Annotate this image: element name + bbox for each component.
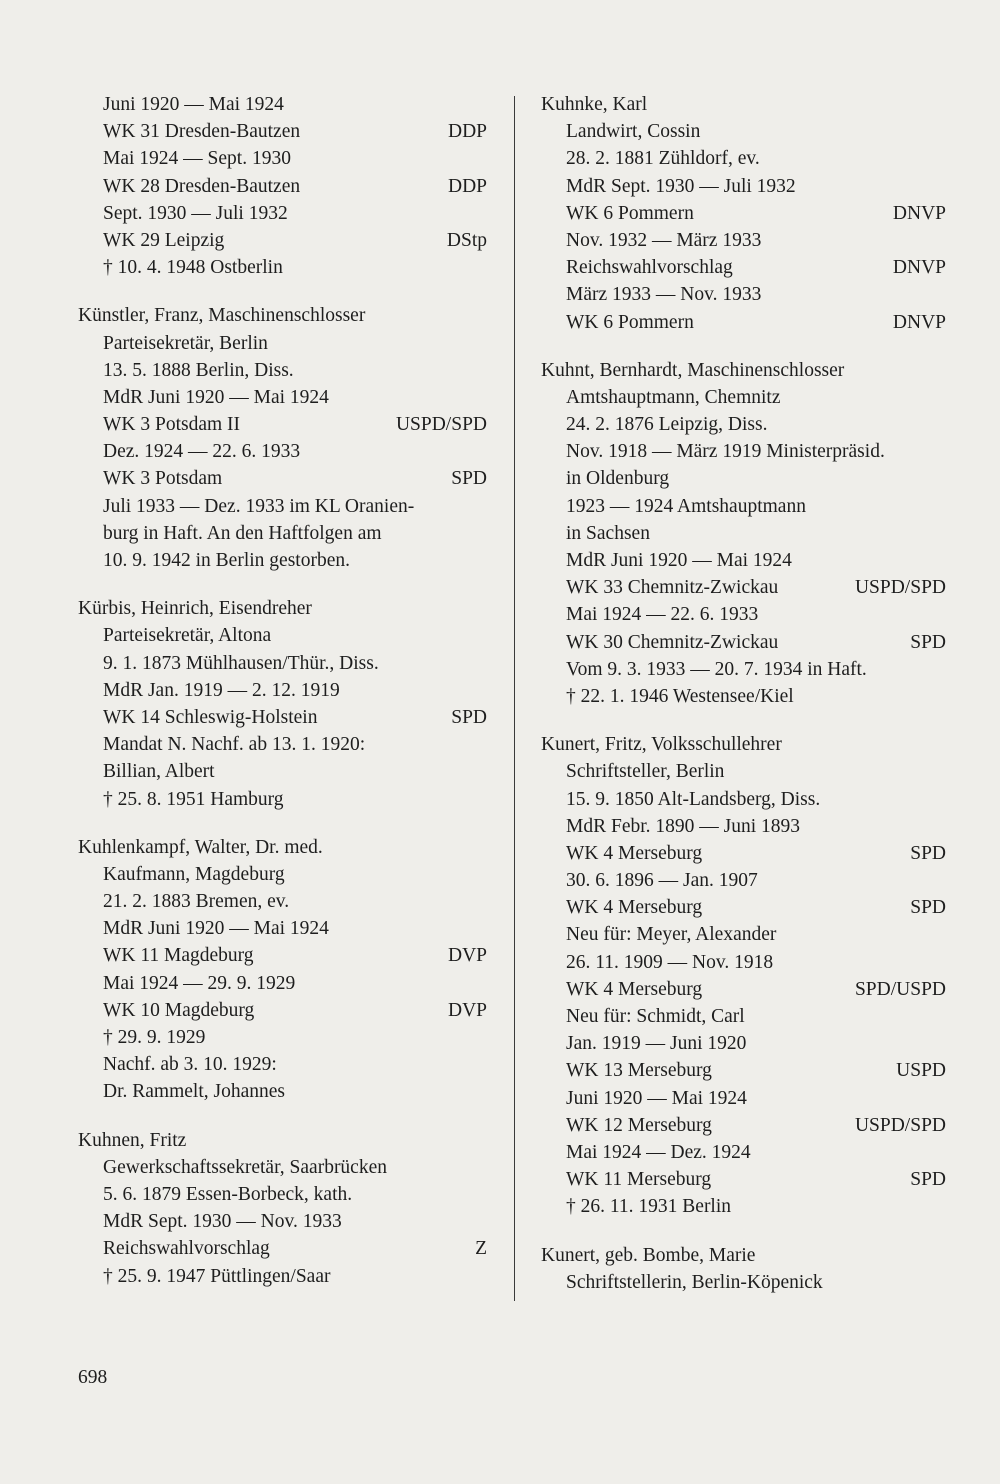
entry-name-text: Kuhnt, Bernhardt, Maschinenschlosser [541,359,845,381]
entry-line-text: † 22. 1. 1946 Westensee/Kiel [566,685,794,707]
entry-line [78,1051,487,1078]
entry-name-text: Kuhnke, Karl [541,94,648,115]
entry-line-text: MdR Sept. 1930 — Juli 1932 [566,175,796,197]
entry-line-text: WK 3 Potsdam [103,468,223,490]
entry-line-text: 1923 — 1924 Amtshauptmann [566,495,806,517]
column-divider [514,96,515,1301]
entry-line-text: WK 6 Pommern [566,202,694,224]
entry-line-text: WK 10 Magdeburg [103,999,255,1021]
party-label: SPD/USPD [854,978,946,1000]
entry-line [78,1154,487,1181]
entry-line-text: † 25. 8. 1951 Hamburg [103,788,284,810]
entry-line [541,574,946,601]
entry-line [541,921,946,948]
entry-line-text: Reichswahlvorschlag [566,257,733,279]
party-label: SPD [451,706,487,728]
entry-name [541,91,946,118]
entry-line [541,173,946,200]
entry-line-text: 26. 11. 1909 — Nov. 1918 [566,951,774,973]
entry-line-text: WK 3 Potsdam II [103,414,241,436]
entry-line-text: 15. 9. 1850 Alt-Landsberg, Diss. [566,788,821,810]
entry-name-text: Kunert, geb. Bombe, Marie [541,1244,756,1266]
entry-line [541,520,946,547]
entry-line [78,1235,487,1262]
entry-line-text: Schriftstellerin, Berlin-Köpenick [566,1271,823,1293]
entry-line-text: Parteisekretär, Altona [103,625,272,647]
entry-line [78,1208,487,1235]
entry-line [541,384,946,411]
entry-line-text: WK 29 Leipzig [103,229,225,251]
entry-line [78,915,487,942]
entry-line-text: in Oldenburg [566,468,670,490]
entry-line-text: 30. 6. 1896 — Jan. 1907 [566,870,758,892]
entry-line [78,357,487,384]
entry-line [78,1263,487,1290]
entry-line-text: Vom 9. 3. 1933 — 20. 7. 1934 in Haft. [566,658,867,680]
entry-line [78,731,487,758]
entry-line [541,1269,946,1296]
biography-entry [541,731,946,1220]
biography-entry [78,834,487,1106]
party-label: DDP [447,121,487,143]
entry-line [541,1003,946,1030]
right-column [541,91,946,1317]
entry-line-text: Landwirt, Cossin [566,121,701,143]
entry-line-text: Juni 1920 — Mai 1924 [103,94,284,115]
entry-line-text: WK 11 Magdeburg [103,945,254,967]
entry-line-text: Dez. 1924 — 22. 6. 1933 [103,441,301,463]
entry-line-text: Mandat N. Nachf. ab 13. 1. 1920: [103,734,366,756]
entry-line-text: Juli 1933 — Dez. 1933 im KL Oranien- [103,495,415,517]
entry-line [541,894,946,921]
entry-line [78,997,487,1024]
entry-line-text: Amtshauptmann, Chemnitz [566,386,781,408]
entry-line [541,1057,946,1084]
entry-line [78,650,487,677]
entry-line [78,227,487,254]
entry-line [78,493,487,520]
entry-name-text: Kuhlenkampf, Walter, Dr. med. [78,836,323,858]
entry-line [78,547,487,574]
party-label: USPD/SPD [854,577,946,599]
party-label: SPD [451,468,487,490]
entry-line-text: WK 33 Chemnitz-Zwickau [566,577,779,599]
entry-line [78,465,487,492]
entry-line-text: Schriftsteller, Berlin [566,761,725,783]
entry-line-text: Juni 1920 — Mai 1924 [566,1087,747,1109]
entry-line-text: Mai 1924 — Dez. 1924 [566,1141,751,1163]
party-label: SPD [910,842,946,864]
entry-line-text: MdR Juni 1920 — Mai 1924 [566,550,792,571]
entry-line-text: WK 4 Merseburg [566,842,703,864]
entry-line [78,1181,487,1208]
entry-line-text: † 10. 4. 1948 Ostberlin [103,257,283,279]
party-label: SPD [910,1169,946,1191]
entry-line [78,1024,487,1051]
entry-line-text: Neu für: Meyer, Alexander [566,924,777,946]
entry-line-text: Mai 1924 — 29. 9. 1929 [103,972,296,994]
left-column [78,91,487,1311]
party-label: USPD/SPD [854,1114,946,1136]
entry-line [78,330,487,357]
entry-line [78,1078,487,1105]
party-label: SPD [910,631,946,653]
entry-line [78,888,487,915]
party-label: DVP [447,945,487,967]
entry-line [78,384,487,411]
entry-line [78,411,487,438]
entry-line [78,200,487,227]
entry-line-text: Kaufmann, Magdeburg [103,863,285,885]
entry-line-text: Mai 1924 — Sept. 1930 [103,148,291,170]
entry-line-text: 24. 2. 1876 Leipzig, Diss. [566,414,768,436]
entry-name-text: Kuhnen, Fritz [78,1129,187,1151]
entry-name-text: Künstler, Franz, Maschinenschlosser [78,305,366,327]
entry-line-text: 9. 1. 1873 Mühlhausen/Thür., Diss. [103,652,379,674]
entry-line-text: † 25. 9. 1947 Püttlingen/Saar [103,1265,331,1287]
entry-line [541,1166,946,1193]
entry-line-text: Reichswahlvorschlag [103,1238,270,1260]
entry-name [78,302,487,329]
entry-line [541,629,946,656]
entry-name [78,595,487,622]
entry-line-text: Jan. 1919 — Juni 1920 [566,1033,747,1055]
entry-line [78,786,487,813]
entry-line [78,861,487,888]
entry-line [541,786,946,813]
entry-line-text: WK 31 Dresden-Bautzen [103,121,301,143]
entry-line [541,840,946,867]
party-label: Z [475,1238,487,1260]
entry-line-text: Sept. 1930 — Juli 1932 [103,202,288,224]
entry-line-text: 21. 2. 1883 Bremen, ev. [103,891,290,913]
party-label: DNVP [892,202,946,224]
entry-line [541,309,946,336]
biography-entry [78,91,487,281]
entry-line [78,970,487,997]
entry-line [78,145,487,172]
entry-line [78,758,487,785]
entry-line-text: MdR Jan. 1919 — 2. 12. 1919 [103,679,340,701]
biography-entry [541,1242,946,1296]
entry-name [541,357,946,384]
entry-line-text: 10. 9. 1942 in Berlin gestorben. [103,550,350,571]
entry-line [78,118,487,145]
entry-line-text: burg in Haft. An den Haftfolgen am [103,522,382,544]
entry-line-text: WK 28 Dresden-Bautzen [103,175,301,197]
entry-line [541,438,946,465]
entry-line [541,683,946,710]
entry-line [78,677,487,704]
entry-line [541,118,946,145]
biography-entry [541,91,946,336]
entry-line [541,254,946,281]
entry-line-text: 13. 5. 1888 Berlin, Diss. [103,359,294,381]
entry-line-text: in Sachsen [566,522,650,544]
entry-line-text: 5. 6. 1879 Essen-Borbeck, kath. [103,1183,353,1205]
entry-line-text: Nachf. ab 3. 10. 1929: [103,1054,277,1076]
entry-line [541,867,946,894]
entry-line [541,813,946,840]
entry-line-text: März 1933 — Nov. 1933 [566,284,762,306]
entry-line-text: WK 12 Merseburg [566,1114,712,1136]
entry-line [541,547,946,574]
entry-line [541,200,946,227]
entry-line [541,411,946,438]
entry-line-text: MdR Juni 1920 — Mai 1924 [103,918,329,940]
party-label: DStp [446,229,487,251]
entry-line-text: 28. 2. 1881 Zühldorf, ev. [566,148,760,170]
entry-name [541,731,946,758]
entry-line-text: † 29. 9. 1929 [103,1027,206,1048]
entry-line [541,1139,946,1166]
entry-line [541,145,946,172]
biography-entry [78,1127,487,1290]
entry-line [78,622,487,649]
entry-line [541,1193,946,1220]
entry-line-text: WK 14 Schleswig-Holstein [103,706,318,728]
entry-line [541,281,946,308]
entry-line-text: WK 4 Merseburg [566,978,703,1000]
entry-line [541,1030,946,1057]
party-label: USPD [896,1060,946,1082]
entry-line-text: Dr. Rammelt, Johannes [103,1081,285,1103]
party-label: DDP [447,175,487,197]
entry-line [541,465,946,492]
entry-line-text: Neu für: Schmidt, Carl [566,1006,745,1027]
entry-name [78,1127,487,1154]
entry-line-text: Nov. 1932 — März 1933 [566,229,762,251]
entry-line [541,758,946,785]
party-label: DNVP [892,311,946,333]
entry-name-text: Kürbis, Heinrich, Eisendreher [78,598,312,620]
entry-line-text: MdR Febr. 1890 — Juni 1893 [566,815,801,837]
entry-name [541,1242,946,1269]
entry-line-text: Nov. 1918 — März 1919 Ministerpräsid. [566,441,885,463]
entry-line-text: MdR Sept. 1930 — Nov. 1933 [103,1211,342,1233]
party-label: USPD/SPD [395,414,487,436]
entry-line [541,976,946,1003]
entry-line [78,942,487,969]
entry-line-text: WK 4 Merseburg [566,897,703,919]
entry-line [78,173,487,200]
entry-line [541,656,946,683]
entry-line-text: Parteisekretär, Berlin [103,332,268,354]
entry-line [541,949,946,976]
entry-name [78,834,487,861]
party-label: SPD [910,897,946,919]
entry-line [541,493,946,520]
party-label: DVP [447,999,487,1021]
entry-line-text: † 26. 11. 1931 Berlin [566,1196,732,1218]
entry-line-text: Gewerkschaftssekretär, Saarbrücken [103,1156,387,1178]
party-label: DNVP [892,257,946,279]
entry-line-text: WK 30 Chemnitz-Zwickau [566,631,779,653]
entry-line [541,1112,946,1139]
biography-entry [78,302,487,574]
entry-line [78,704,487,731]
entry-line [541,601,946,628]
entry-name-text: Kunert, Fritz, Volksschullehrer [541,734,782,756]
entry-line-text: WK 6 Pommern [566,311,694,333]
biography-entry [78,595,487,813]
entry-line [541,1085,946,1112]
page-number: 698 [78,1367,108,1388]
entry-line [78,438,487,465]
entry-line [78,91,487,118]
entry-line [78,520,487,547]
entry-line [78,254,487,281]
entry-line-text: WK 11 Merseburg [566,1169,712,1191]
entry-line-text: Mai 1924 — 22. 6. 1933 [566,604,759,626]
entry-line-text: Billian, Albert [103,761,215,783]
biography-entry [541,357,946,710]
entry-line [541,227,946,254]
entry-line-text: WK 13 Merseburg [566,1060,712,1082]
entry-line-text: MdR Juni 1920 — Mai 1924 [103,386,329,408]
